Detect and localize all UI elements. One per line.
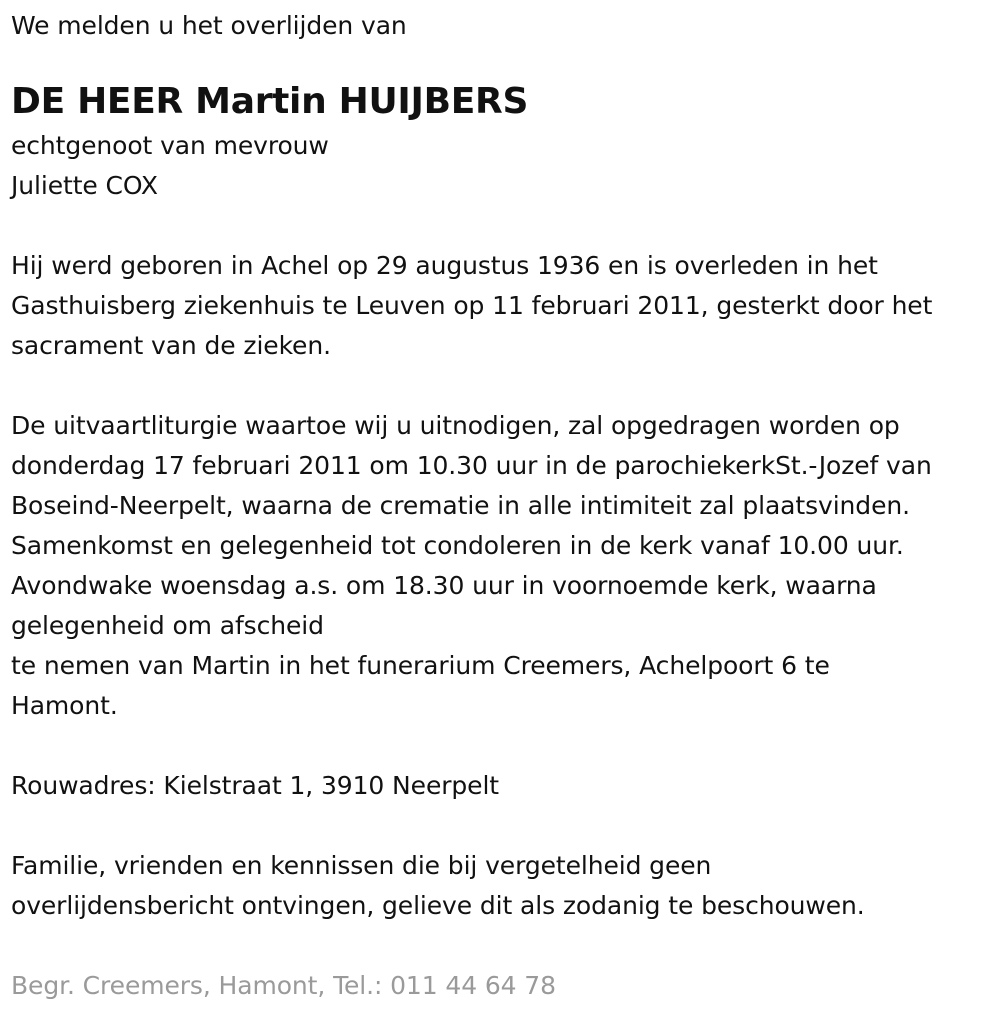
birth-paragraph xyxy=(11,246,986,366)
funeral-line: Hamont. xyxy=(11,691,118,720)
birth-line: Gasthuisberg ziekenhuis te Leuven op 11 februari 2011, gesterkt door het xyxy=(11,291,933,320)
birth-line: Hij werd geboren in Achel op 29 augustus 1936 en is overleden in het xyxy=(11,251,878,280)
funeral-line: De uitvaartliturgie waartoe wij u uitnodigen, zal opgedragen worden op xyxy=(11,411,900,440)
family-line: overlijdensbericht ontvingen, gelieve dit als zodanig te beschouwen. xyxy=(11,891,865,920)
funeral-line: donderdag 17 februari 2011 om 10.30 uur in de parochiekerkSt.-Jozef van xyxy=(11,451,932,480)
spouse-name: Juliette COX xyxy=(11,171,158,200)
funeral-line: Boseind-Neerpelt, waarna de crematie in alle intimiteit zal plaatsvinden. xyxy=(11,491,910,520)
funeral-line: gelegenheid om afscheid xyxy=(11,611,324,640)
birth-line: sacrament van de zieken. xyxy=(11,331,331,360)
funeral-line: Avondwake woensdag a.s. om 18.30 uur in voornoemde kerk, waarna xyxy=(11,571,877,600)
spouse-line: echtgenoot van mevrouw xyxy=(11,131,329,160)
funeral-paragraph xyxy=(11,406,986,726)
undertaker-footer: Begr. Creemers, Hamont, Tel.: 011 44 64 78 xyxy=(11,971,556,1000)
obituary-notice xyxy=(11,0,986,1006)
spouse-block xyxy=(11,126,986,206)
funeral-line: Samenkomst en gelegenheid tot condoleren in de kerk vanaf 10.00 uur. xyxy=(11,531,904,560)
intro-text: We melden u het overlijden van xyxy=(11,11,407,40)
funeral-line: te nemen van Martin in het funerarium Creemers, Achelpoort 6 te xyxy=(11,651,830,680)
family-line: Familie, vrienden en kennissen die bij vergetelheid geen xyxy=(11,851,712,880)
mourning-address: Rouwadres: Kielstraat 1, 3910 Neerpelt xyxy=(11,771,499,800)
deceased-name: DE HEER Martin HUIJBERS xyxy=(11,81,529,122)
family-paragraph xyxy=(11,846,986,926)
